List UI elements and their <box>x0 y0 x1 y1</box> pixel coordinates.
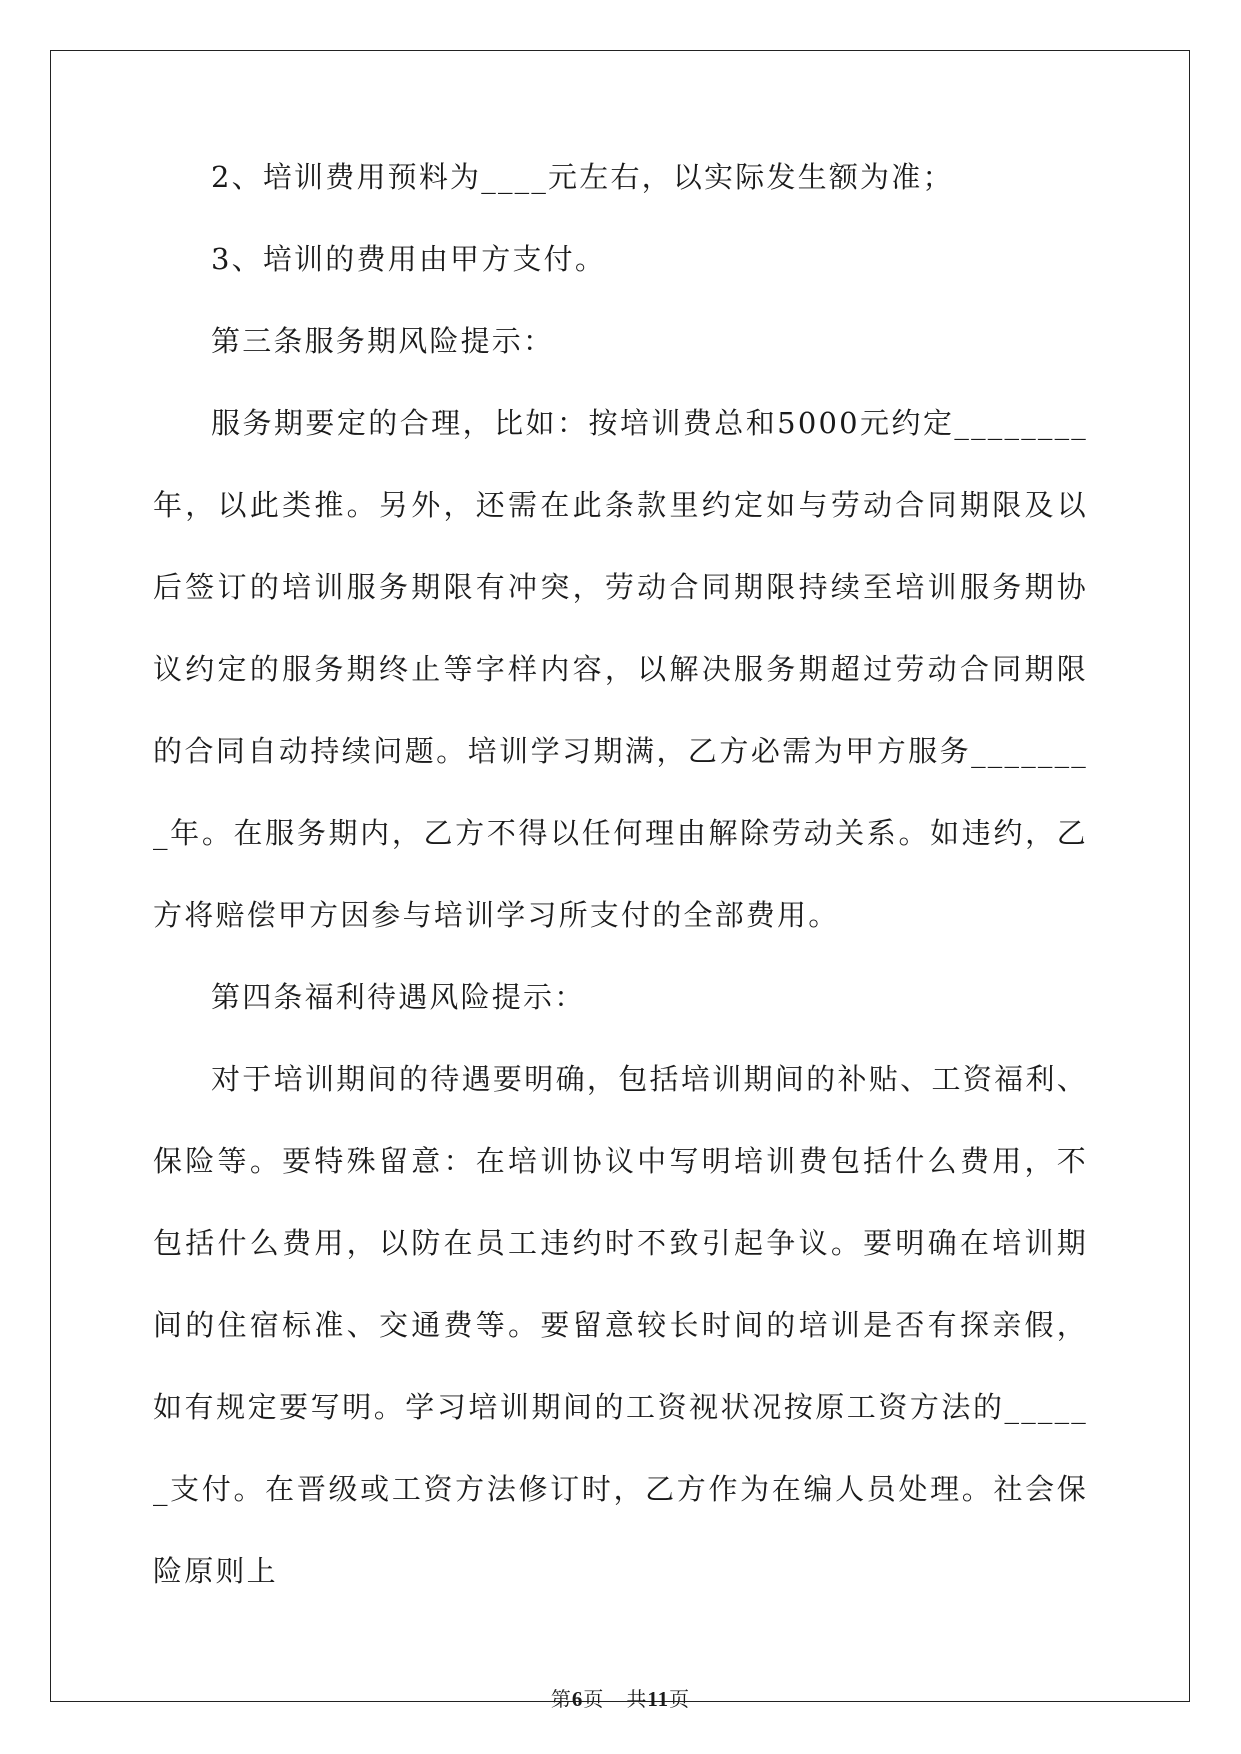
heading-article-3: 第三条服务期风险提示： <box>211 324 555 358</box>
paragraph-benefits: 对于培训期间的待遇要明确，包括培训期间的补贴、工资福利、保险等。要特殊留意：在培训协议中写明培训费包括什么费用，不包括什么费用，以防在员工违约时不致引起争议。要明确在培训期间的住宿标准、交通费等。要留意较长时间的培训是否有探亲假，如有规定要写明。学习培训期间的工资视状况按原工资方法的______支付。在晋级或工资方法修订时，乙方作为在编人员处理。社会保险原则上 <box>153 1062 1088 1588</box>
footer-total-prefix: 共 <box>626 1687 648 1711</box>
footer-page-unit: 页 <box>583 1687 605 1711</box>
footer-page-prefix: 第 <box>550 1687 572 1711</box>
document-body <box>153 162 1088 1612</box>
paragraph-training-cost-payer: 3、培训的费用由甲方支付。 <box>211 242 607 276</box>
heading-article-4: 第四条福利待遇风险提示： <box>211 980 586 1014</box>
paragraph-service-period: 服务期要定的合理，比如：按培训费总和5000元约定________年，以此类推。另外，还需在此条款里约定如与劳动合同期限及以后签订的培训服务期限有冲突，劳动合同期限持续至培训服务期协议约定的服务期终止等字样内容，以解决服务期超过劳动合同期限的合同自动持续问题。培训学习期满，乙方必需为甲方服务________年。在服务期内，乙方不得以任何理由解除劳动关系。如违约，乙方将赔偿甲方因参与培训学习所支付的全部费用。 <box>153 406 1088 932</box>
footer-page-total: 11 <box>647 1687 670 1711</box>
page-footer <box>0 1683 1241 1712</box>
footer-total-unit: 页 <box>669 1687 691 1711</box>
paragraph-training-cost-estimate: 2、培训费用预料为____元左右，以实际发生额为准； <box>211 160 954 194</box>
footer-page-current: 6 <box>571 1687 584 1711</box>
